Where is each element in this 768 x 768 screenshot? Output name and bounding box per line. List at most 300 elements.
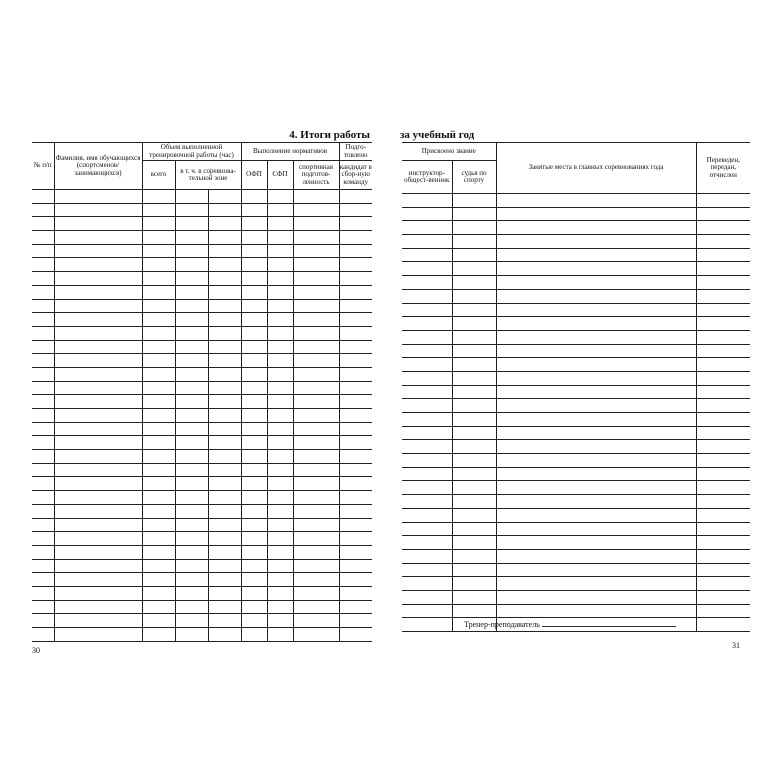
table-cell <box>293 545 339 559</box>
table-cell <box>293 340 339 354</box>
table-cell <box>496 344 696 358</box>
table-cell <box>293 217 339 231</box>
table-row <box>32 395 372 409</box>
table-cell <box>175 573 208 587</box>
table-cell <box>208 518 241 532</box>
table-cell <box>496 194 696 208</box>
table-cell <box>32 299 54 313</box>
table-cell <box>54 573 142 587</box>
table-cell <box>32 395 54 409</box>
table-cell <box>241 545 267 559</box>
table-cell <box>402 536 452 550</box>
table-row <box>402 413 750 427</box>
table-cell <box>696 522 750 536</box>
table-cell <box>54 614 142 628</box>
table-cell <box>208 436 241 450</box>
table-cell <box>208 628 241 642</box>
table-cell <box>32 532 54 546</box>
table-cell <box>208 217 241 231</box>
table-cell <box>241 628 267 642</box>
table-cell <box>54 450 142 464</box>
table-cell <box>208 600 241 614</box>
table-cell <box>696 194 750 208</box>
table-cell <box>32 614 54 628</box>
table-cell <box>293 409 339 423</box>
table-cell <box>241 190 267 204</box>
table-cell <box>402 289 452 303</box>
header-candidate: кандидат в сбор-ную команду <box>339 161 372 190</box>
table-cell <box>208 285 241 299</box>
table-cell <box>339 436 372 450</box>
table-row <box>32 491 372 505</box>
table-cell <box>339 354 372 368</box>
table-cell <box>54 367 142 381</box>
table-cell <box>175 518 208 532</box>
table-cell <box>339 450 372 464</box>
table-cell <box>267 422 293 436</box>
table-cell <box>241 340 267 354</box>
signature-line <box>542 618 676 627</box>
table-row <box>402 344 750 358</box>
table-cell <box>32 573 54 587</box>
table-cell <box>496 536 696 550</box>
table-cell <box>54 504 142 518</box>
table-cell <box>208 313 241 327</box>
table-cell <box>267 381 293 395</box>
table-cell <box>175 450 208 464</box>
table-cell <box>208 381 241 395</box>
table-cell <box>175 354 208 368</box>
header-transferred: Переведен, передан, отчислен <box>696 143 750 194</box>
table-cell <box>32 586 54 600</box>
trainer-label: Тренер-преподаватель <box>464 620 540 629</box>
table-cell <box>142 600 175 614</box>
table-cell <box>293 436 339 450</box>
table-cell <box>452 577 496 591</box>
table-row <box>32 285 372 299</box>
table-cell <box>696 563 750 577</box>
table-cell <box>267 354 293 368</box>
table-cell <box>32 409 54 423</box>
table-row <box>402 426 750 440</box>
table-cell <box>293 422 339 436</box>
header-title-group: Присвоено звание <box>402 143 496 161</box>
table-cell <box>208 559 241 573</box>
table-cell <box>339 491 372 505</box>
table-cell <box>267 409 293 423</box>
table-cell <box>267 504 293 518</box>
table-cell <box>241 504 267 518</box>
table-cell <box>402 330 452 344</box>
table-cell <box>241 217 267 231</box>
table-cell <box>267 628 293 642</box>
table-cell <box>267 463 293 477</box>
table-cell <box>267 518 293 532</box>
table-cell <box>142 628 175 642</box>
table-cell <box>54 395 142 409</box>
table-cell <box>402 399 452 413</box>
table-cell <box>142 231 175 245</box>
table-cell <box>32 367 54 381</box>
table-cell <box>339 217 372 231</box>
table-cell <box>175 559 208 573</box>
table-cell <box>241 586 267 600</box>
table-cell <box>142 504 175 518</box>
table-cell <box>54 258 142 272</box>
table-cell <box>142 545 175 559</box>
table-row <box>32 573 372 587</box>
right-page <box>384 0 768 768</box>
table-row <box>32 600 372 614</box>
table-row <box>402 454 750 468</box>
table-cell <box>293 586 339 600</box>
table-cell <box>208 326 241 340</box>
table-cell <box>32 381 54 395</box>
table-cell <box>267 272 293 286</box>
table-cell <box>32 326 54 340</box>
table-row <box>32 299 372 313</box>
table-cell <box>32 190 54 204</box>
table-row <box>402 522 750 536</box>
table-cell <box>54 532 142 546</box>
table-cell <box>175 395 208 409</box>
table-row <box>32 422 372 436</box>
table-cell <box>402 221 452 235</box>
table-cell <box>175 477 208 491</box>
table-cell <box>241 614 267 628</box>
table-row <box>402 563 750 577</box>
table-cell <box>452 194 496 208</box>
table-cell <box>293 354 339 368</box>
table-cell <box>241 436 267 450</box>
page-number-left: 30 <box>32 646 40 655</box>
table-cell <box>496 385 696 399</box>
table-cell <box>496 371 696 385</box>
table-cell <box>339 559 372 573</box>
table-cell <box>339 381 372 395</box>
table-row <box>32 628 372 642</box>
table-cell <box>175 532 208 546</box>
table-cell <box>452 508 496 522</box>
table-row <box>32 272 372 286</box>
table-row <box>402 194 750 208</box>
table-cell <box>241 272 267 286</box>
table-row <box>32 190 372 204</box>
table-cell <box>452 495 496 509</box>
table-cell <box>241 422 267 436</box>
table-cell <box>54 272 142 286</box>
trainer-signature <box>464 618 676 629</box>
table-cell <box>54 409 142 423</box>
table-cell <box>54 354 142 368</box>
table-cell <box>32 504 54 518</box>
table-cell <box>452 289 496 303</box>
table-cell <box>142 614 175 628</box>
table-row <box>32 477 372 491</box>
table-cell <box>267 436 293 450</box>
table-cell <box>208 450 241 464</box>
table-cell <box>54 231 142 245</box>
table-cell <box>293 231 339 245</box>
table-cell <box>208 367 241 381</box>
table-cell <box>496 590 696 604</box>
table-row <box>402 371 750 385</box>
table-cell <box>54 244 142 258</box>
header-places: Занятые места в главных соревнованиях года <box>496 143 696 194</box>
table-cell <box>402 371 452 385</box>
table-cell <box>175 381 208 395</box>
table-cell <box>54 190 142 204</box>
header-volume-group: Объем выполненной тренировочной работы (час) <box>142 143 241 161</box>
table-cell <box>267 203 293 217</box>
table-row <box>402 481 750 495</box>
table-cell <box>452 303 496 317</box>
table-cell <box>142 313 175 327</box>
table-cell <box>339 545 372 559</box>
table-cell <box>175 600 208 614</box>
table-cell <box>452 522 496 536</box>
table-cell <box>402 495 452 509</box>
table-cell <box>54 600 142 614</box>
table-row <box>32 258 372 272</box>
table-row <box>402 235 750 249</box>
table-cell <box>267 545 293 559</box>
table-cell <box>496 426 696 440</box>
table-cell <box>54 299 142 313</box>
table-cell <box>339 628 372 642</box>
table-row <box>402 330 750 344</box>
table-cell <box>32 450 54 464</box>
table-cell <box>142 477 175 491</box>
table-cell <box>293 559 339 573</box>
table-cell <box>402 262 452 276</box>
table-row <box>402 262 750 276</box>
table-cell <box>208 354 241 368</box>
table-cell <box>452 207 496 221</box>
table-cell <box>54 491 142 505</box>
results-table-right <box>402 142 750 632</box>
table-row <box>402 467 750 481</box>
table-row <box>32 504 372 518</box>
table-cell <box>452 440 496 454</box>
table-cell <box>696 317 750 331</box>
table-row <box>402 385 750 399</box>
table-cell <box>496 248 696 262</box>
table-cell <box>54 381 142 395</box>
table-cell <box>32 436 54 450</box>
table-cell <box>142 326 175 340</box>
table-cell <box>696 330 750 344</box>
table-cell <box>54 326 142 340</box>
table-cell <box>54 586 142 600</box>
table-cell <box>208 231 241 245</box>
table-cell <box>32 545 54 559</box>
table-cell <box>142 409 175 423</box>
table-cell <box>267 532 293 546</box>
header-ofp: ОФП <box>241 161 267 190</box>
table-cell <box>175 463 208 477</box>
table-cell <box>293 190 339 204</box>
table-cell <box>402 385 452 399</box>
table-row <box>402 221 750 235</box>
table-cell <box>267 573 293 587</box>
table-cell <box>208 477 241 491</box>
table-cell <box>496 303 696 317</box>
table-cell <box>175 422 208 436</box>
table-cell <box>452 549 496 563</box>
table-cell <box>54 518 142 532</box>
table-cell <box>339 367 372 381</box>
table-cell <box>339 395 372 409</box>
table-cell <box>293 450 339 464</box>
table-cell <box>208 409 241 423</box>
table-cell <box>267 586 293 600</box>
table-cell <box>54 285 142 299</box>
table-cell <box>208 422 241 436</box>
table-cell <box>208 504 241 518</box>
table-cell <box>32 272 54 286</box>
table-cell <box>54 463 142 477</box>
table-cell <box>142 217 175 231</box>
table-cell <box>267 217 293 231</box>
table-cell <box>339 203 372 217</box>
table-cell <box>293 299 339 313</box>
table-cell <box>452 563 496 577</box>
table-cell <box>496 454 696 468</box>
table-cell <box>339 340 372 354</box>
table-cell <box>142 190 175 204</box>
table-cell <box>54 217 142 231</box>
table-row <box>32 614 372 628</box>
table-cell <box>293 628 339 642</box>
table-cell <box>142 559 175 573</box>
table-cell <box>402 440 452 454</box>
table-row <box>32 231 372 245</box>
table-cell <box>142 586 175 600</box>
table-row <box>32 518 372 532</box>
table-cell <box>241 600 267 614</box>
table-cell <box>175 367 208 381</box>
table-cell <box>452 276 496 290</box>
table-cell <box>142 450 175 464</box>
table-cell <box>293 491 339 505</box>
table-cell <box>339 285 372 299</box>
table-cell <box>496 207 696 221</box>
header-sfp: СФП <box>267 161 293 190</box>
table-cell <box>142 532 175 546</box>
table-cell <box>452 317 496 331</box>
table-cell <box>241 326 267 340</box>
table-cell <box>293 258 339 272</box>
table-cell <box>208 258 241 272</box>
table-row <box>402 549 750 563</box>
table-cell <box>241 313 267 327</box>
table-cell <box>402 317 452 331</box>
table-cell <box>339 231 372 245</box>
table-cell <box>142 285 175 299</box>
table-cell <box>452 262 496 276</box>
table-cell <box>402 413 452 427</box>
table-cell <box>402 248 452 262</box>
table-cell <box>241 367 267 381</box>
table-cell <box>339 518 372 532</box>
table-cell <box>696 495 750 509</box>
table-cell <box>54 436 142 450</box>
table-cell <box>293 244 339 258</box>
page-number-right: 31 <box>732 641 740 650</box>
table-cell <box>496 330 696 344</box>
table-cell <box>142 463 175 477</box>
table-cell <box>496 604 696 618</box>
table-cell <box>32 518 54 532</box>
table-cell <box>293 285 339 299</box>
table-cell <box>696 207 750 221</box>
table-cell <box>452 235 496 249</box>
table-cell <box>696 467 750 481</box>
table-cell <box>293 614 339 628</box>
table-cell <box>496 358 696 372</box>
table-cell <box>293 203 339 217</box>
table-cell <box>496 549 696 563</box>
table-cell <box>402 426 452 440</box>
table-cell <box>267 559 293 573</box>
table-row <box>402 317 750 331</box>
table-cell <box>32 313 54 327</box>
table-cell <box>452 536 496 550</box>
table-cell <box>32 340 54 354</box>
table-cell <box>208 299 241 313</box>
table-cell <box>402 522 452 536</box>
table-row <box>402 604 750 618</box>
table-cell <box>452 371 496 385</box>
table-cell <box>402 577 452 591</box>
table-cell <box>32 477 54 491</box>
table-cell <box>32 628 54 642</box>
table-cell <box>496 289 696 303</box>
table-cell <box>452 358 496 372</box>
table-cell <box>402 563 452 577</box>
header-sport-prep: спортивная подготов-ленность <box>293 161 339 190</box>
table-cell <box>267 285 293 299</box>
table-cell <box>696 590 750 604</box>
table-cell <box>496 495 696 509</box>
table-cell <box>142 367 175 381</box>
table-cell <box>696 276 750 290</box>
table-cell <box>267 313 293 327</box>
table-cell <box>339 422 372 436</box>
table-row <box>32 545 372 559</box>
table-cell <box>175 545 208 559</box>
table-cell <box>402 508 452 522</box>
table-cell <box>339 299 372 313</box>
table-cell <box>175 504 208 518</box>
table-cell <box>496 522 696 536</box>
table-cell <box>54 313 142 327</box>
table-row <box>402 590 750 604</box>
table-cell <box>402 344 452 358</box>
table-body-right <box>402 194 750 632</box>
table-cell <box>339 463 372 477</box>
table-cell <box>142 422 175 436</box>
table-cell <box>142 203 175 217</box>
table-cell <box>496 467 696 481</box>
table-cell <box>54 477 142 491</box>
table-cell <box>402 618 452 632</box>
table-cell <box>696 235 750 249</box>
table-cell <box>32 463 54 477</box>
table-cell <box>452 454 496 468</box>
table-cell <box>241 477 267 491</box>
